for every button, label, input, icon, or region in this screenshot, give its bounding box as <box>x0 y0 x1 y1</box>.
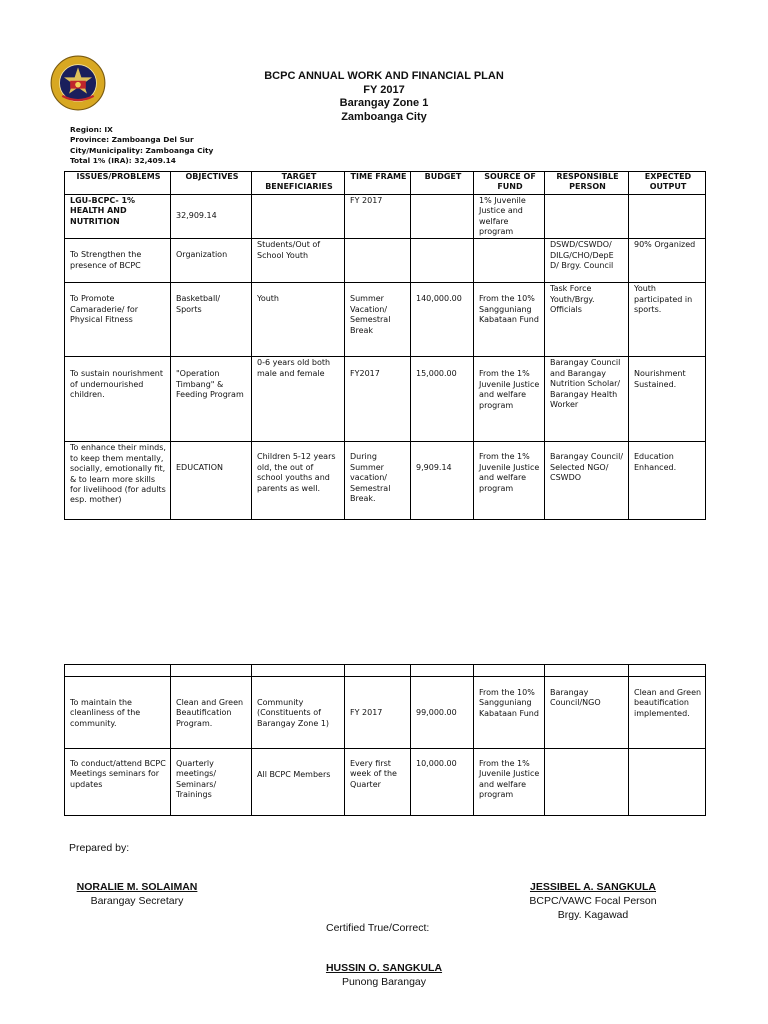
signatory-left <box>62 880 212 908</box>
table-cell: Education Enhanced. <box>629 442 706 520</box>
table-cell: 0-6 years old both male and female <box>252 357 345 442</box>
table-row <box>65 239 706 283</box>
table-cell: Youth <box>252 283 345 357</box>
city-line: City/Municipality: Zamboanga City <box>70 145 214 155</box>
table-cell: From the 1% Juvenile Justice and welfare program <box>474 357 545 442</box>
table-cell: Youth participated in sports. <box>629 283 706 357</box>
column-header: BUDGET <box>411 172 474 195</box>
table-cell: From the 1% Juvenile Justice and welfare program <box>474 749 545 816</box>
table-cell: Summer Vacation/ Semestral Break <box>345 283 411 357</box>
total-ira-line: Total 1% (IRA): 32,409.14 <box>70 156 176 166</box>
table-cell <box>629 749 706 816</box>
table-cell <box>545 194 629 239</box>
column-header: ISSUES/PROBLEMS <box>65 172 171 195</box>
column-header: SOURCE OF FUND <box>474 172 545 195</box>
table-cell: Students/Out of School Youth <box>252 239 345 283</box>
signatory-name: JESSIBEL A. SANGKULA <box>529 881 657 893</box>
table-cell <box>474 665 545 677</box>
table-cell <box>545 749 629 816</box>
table-row <box>65 357 706 442</box>
table-row-empty <box>65 665 706 677</box>
table-row <box>65 749 706 816</box>
table-cell: 140,000.00 <box>411 283 474 357</box>
column-header: OBJECTIVES <box>171 172 252 195</box>
table-row <box>65 677 706 749</box>
table-cell: Nourishment Sustained. <box>629 357 706 442</box>
table-cell: DSWD/CSWDO/ DILG/CHO/DepE D/ Brgy. Council <box>545 239 629 283</box>
table-cell <box>474 239 545 283</box>
column-header: TARGET BENEFICIARIES <box>252 172 345 195</box>
barangay-seal-logo <box>50 55 106 111</box>
table-cell <box>252 665 345 677</box>
table-cell: 99,000.00 <box>411 677 474 749</box>
table-cell: From the 10% Sangguniang Kabataan Fund <box>474 283 545 357</box>
header-barangay: Barangay Zone 1 <box>339 97 429 109</box>
table-cell: From the 1% Juvenile Justice and welfare program <box>474 442 545 520</box>
signatory-name: HUSSIN O. SANGKULA <box>325 962 443 974</box>
table-cell <box>345 665 411 677</box>
table-cell: FY 2017 <box>345 194 411 239</box>
column-header: TIME FRAME <box>345 172 411 195</box>
table-cell: Clean and Green Beautification Program. <box>171 677 252 749</box>
table-cell: 32,909.14 <box>171 194 252 239</box>
table-header-row <box>65 172 706 195</box>
table-cell: Every first week of the Quarter <box>345 749 411 816</box>
document-header <box>190 70 578 124</box>
table-cell: FY 2017 <box>345 677 411 749</box>
work-plan-table <box>64 171 706 520</box>
table-cell: Task Force Youth/Brgy. Officials <box>545 283 629 357</box>
table-cell: Organization <box>171 239 252 283</box>
signatory-title: Barangay Secretary <box>90 895 184 907</box>
location-info <box>70 125 213 167</box>
signatory-name: NORALIE M. SOLAIMAN <box>76 881 198 893</box>
table-cell: 1% Juvenile Justice and welfare program <box>474 194 545 239</box>
table-cell <box>545 665 629 677</box>
table-cell: Barangay Council/ Selected NGO/ CSWDO <box>545 442 629 520</box>
table-cell <box>345 239 411 283</box>
table-cell: EDUCATION <box>171 442 252 520</box>
column-header: EXPECTED OUTPUT <box>629 172 706 195</box>
table-cell <box>411 239 474 283</box>
signatory-bottom <box>304 961 464 989</box>
province-line: Province: Zamboanga Del Sur <box>70 135 194 145</box>
work-plan-table-continued <box>64 664 706 816</box>
table-cell: To sustain nourishment of undernourished children. <box>65 357 171 442</box>
table-cell: From the 10% Sangguniang Kabataan Fund <box>474 677 545 749</box>
table-cell <box>252 194 345 239</box>
certified-label: Certified True/Correct: <box>326 922 430 934</box>
table-cell <box>629 194 706 239</box>
signatory-title: Punong Barangay <box>341 976 427 988</box>
table-cell: 90% Organized <box>629 239 706 283</box>
table-cell: 9,909.14 <box>411 442 474 520</box>
signatory-title: Brgy. Kagawad <box>557 909 629 921</box>
table-row <box>65 194 706 239</box>
table-cell: Basketball/ Sports <box>171 283 252 357</box>
signatory-right <box>508 880 678 922</box>
table-cell <box>171 665 252 677</box>
table-cell <box>629 665 706 677</box>
table-cell: To maintain the cleanliness of the community. <box>65 677 171 749</box>
table-cell <box>411 665 474 677</box>
header-city: Zamboanga City <box>341 110 427 123</box>
prepared-by-label: Prepared by: <box>69 842 130 854</box>
table-cell: To Promote Camaraderie/ for Physical Fitness <box>65 283 171 357</box>
table-cell <box>65 665 171 677</box>
table-cell: LGU-BCPC- 1% HEALTH AND NUTRITION <box>65 194 171 239</box>
table-cell: All BCPC Members <box>252 749 345 816</box>
table-row <box>65 283 706 357</box>
header-title: BCPC ANNUAL WORK AND FINANCIAL PLAN <box>264 70 504 82</box>
table-cell: Children 5-12 years old, the out of school youths and parents as well. <box>252 442 345 520</box>
table-cell: Barangay Council and Barangay Nutrition Scholar/ Barangay Health Worker <box>545 357 629 442</box>
table-cell: During Summer vacation/ Semestral Break. <box>345 442 411 520</box>
table-cell: To conduct/attend BCPC Meetings seminars for updates <box>65 749 171 816</box>
column-header: RESPONSIBLE PERSON <box>545 172 629 195</box>
table-cell: To Strengthen the presence of BCPC <box>65 239 171 283</box>
table-row <box>65 442 706 520</box>
table-cell: Clean and Green beautification implemented. <box>629 677 706 749</box>
header-fiscal-year: FY 2017 <box>363 83 405 96</box>
table-cell: To enhance their minds, to keep them mentally, socially, emotionally fit, & to learn more skills for livelihood (for adults esp. mother) <box>65 442 171 520</box>
table-cell: FY2017 <box>345 357 411 442</box>
table-cell: 10,000.00 <box>411 749 474 816</box>
table-cell <box>411 194 474 239</box>
table-cell: 15,000.00 <box>411 357 474 442</box>
region-line: Region: IX <box>70 125 113 134</box>
table-cell: "Operation Timbang" & Feeding Program <box>171 357 252 442</box>
table-cell: Barangay Council/NGO <box>545 677 629 749</box>
table-cell: Community (Constituents of Barangay Zone 1) <box>252 677 345 749</box>
signatory-title: BCPC/VAWC Focal Person <box>529 895 657 907</box>
table-cell: Quarterly meetings/ Seminars/ Trainings <box>171 749 252 816</box>
